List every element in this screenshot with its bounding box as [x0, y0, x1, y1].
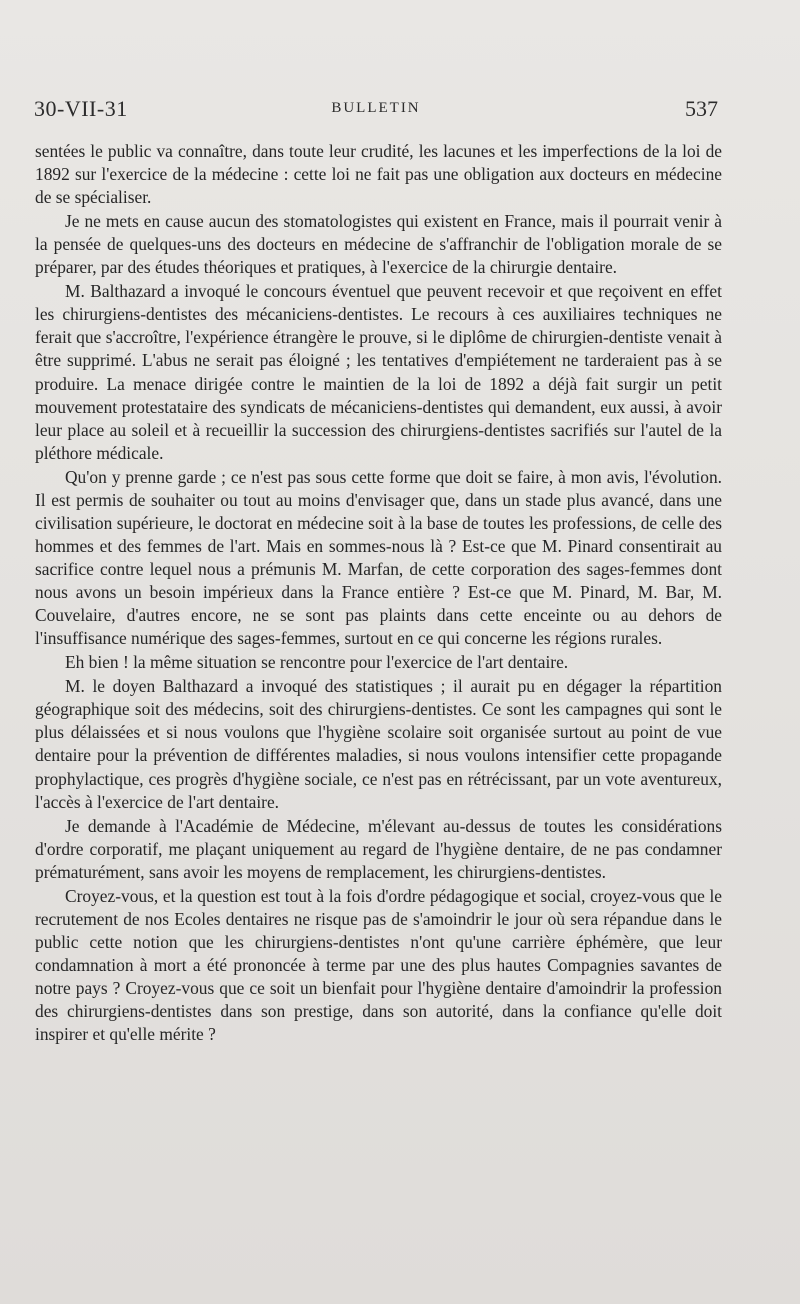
- paragraph: Je ne mets en cause aucun des stomatologistes qui existent en France, mais il pourrait venir à la pensée de quelques-uns des docteurs en médecine de s'affranchir de l'obligation morale de se préparer, par des études théoriques et pratiques, à l'exercice de la chirurgie dentaire.: [35, 211, 722, 278]
- page-number: 537: [685, 96, 718, 121]
- paragraph: M. le doyen Balthazard a invoqué des statistiques ; il aurait pu en dégager la répartition géographique soit des médecins, soit des chirurgiens-dentistes. Ce sont les campagnes qui sont le plus délaissées et si nous voulons que l'hygiène scolaire soit organisée surtout au point de vue dentaire pour la prévention de différentes maladies, si nous voulons intensifier cette propagande prophylactique, ces progrès d'hygiène sociale, ce n'est pas en rétrécissant, par un vote aventureux, l'accès à l'exercice de l'art dentaire.: [35, 676, 722, 812]
- paragraph: Croyez-vous, et la question est tout à la fois d'ordre pédagogique et social, croyez-vous que le recrutement de nos Ecoles dentaires ne risque pas de s'amoindrir le jour où sera répandue dans le public cette notion que les chirurgiens-dentistes n'ont qu'une carrière éphémère, que leur condamnation à mort a été prononcée à terme par une des plus hautes Compagnies savantes de notre pays ? Croyez-vous que ce soit un bienfait pour l'hygiène dentaire d'amoindrir la profession des chirurgiens-dentistes dans son prestige, dans son autorité, dans la confiance qu'elle doit inspirer et qu'elle mérite ?: [35, 885, 722, 1045]
- paragraph: Qu'on y prenne garde ; ce n'est pas sous cette forme que doit se faire, à mon avis, l'évolution. Il est permis de souhaiter ou tout au moins d'envisager que, dans un stade plus avancé, dans une civilisation supérieure, le doctorat en médecine soit à la base de toutes les professions, de celle des hommes et des femmes de l'art. Mais en sommes-nous là ? Est-ce que M. Pinard consentirait au sacrifice contre lequel nous a prémunis M. Marfan, de cette corporation des sages-femmes dont nous avons un besoin impérieux dans la France entière ? Est-ce que M. Pinard, M. Bar, M. Couvelaire, d'autres encore, ne se sont pas plaints dans cette enceinte ou au dehors de l'insuffisance numérique des sages-femmes, surtout en ce qui concerne les régions rurales.: [35, 466, 722, 649]
- running-head: [34, 96, 718, 126]
- paragraph: Je demande à l'Académie de Médecine, m'élevant au-dessus de toutes les considérations d'ordre corporatif, me plaçant uniquement au regard de l'hygiène dentaire, de ne pas condamner prématurément, sans avoir les moyens de remplacement, les chirurgiens-dentistes.: [35, 815, 722, 882]
- paragraph-continued: sentées le public va connaître, dans toute leur crudité, les lacunes et les imperfections de la loi de 1892 sur l'exercice de la médecine : cette loi ne fait pas une obligation aux docteurs en médecine de se spécialiser.: [35, 141, 722, 208]
- article-body: [35, 140, 722, 1046]
- running-title: BULLETIN: [331, 100, 421, 116]
- issue-date: 30-VII-31: [34, 96, 128, 121]
- paragraph: Eh bien ! la même situation se rencontre pour l'exercice de l'art dentaire.: [65, 652, 569, 673]
- paragraph: M. Balthazard a invoqué le concours éventuel que peuvent recevoir et que reçoivent en effet les chirurgiens-dentistes des mécaniciens-dentistes. Le recours à ces auxiliaires techniques ne ferait que s'accroître, l'expérience étrangère le prouve, si le diplôme de chirurgien-dentiste venait à être supprimé. L'abus ne serait pas éloigné ; les tentatives d'empiétement ne tarderaient pas à se produire. La menace dirigée contre le maintien de la loi de 1892 a déjà fait surgir un petit mouvement protestataire des syndicats de mécaniciens-dentistes qui demandent, eux aussi, à avoir leur place au soleil et à recueillir la succession des chirurgiens-dentistes sacrifiés sur l'autel de la pléthore médicale.: [35, 281, 722, 463]
